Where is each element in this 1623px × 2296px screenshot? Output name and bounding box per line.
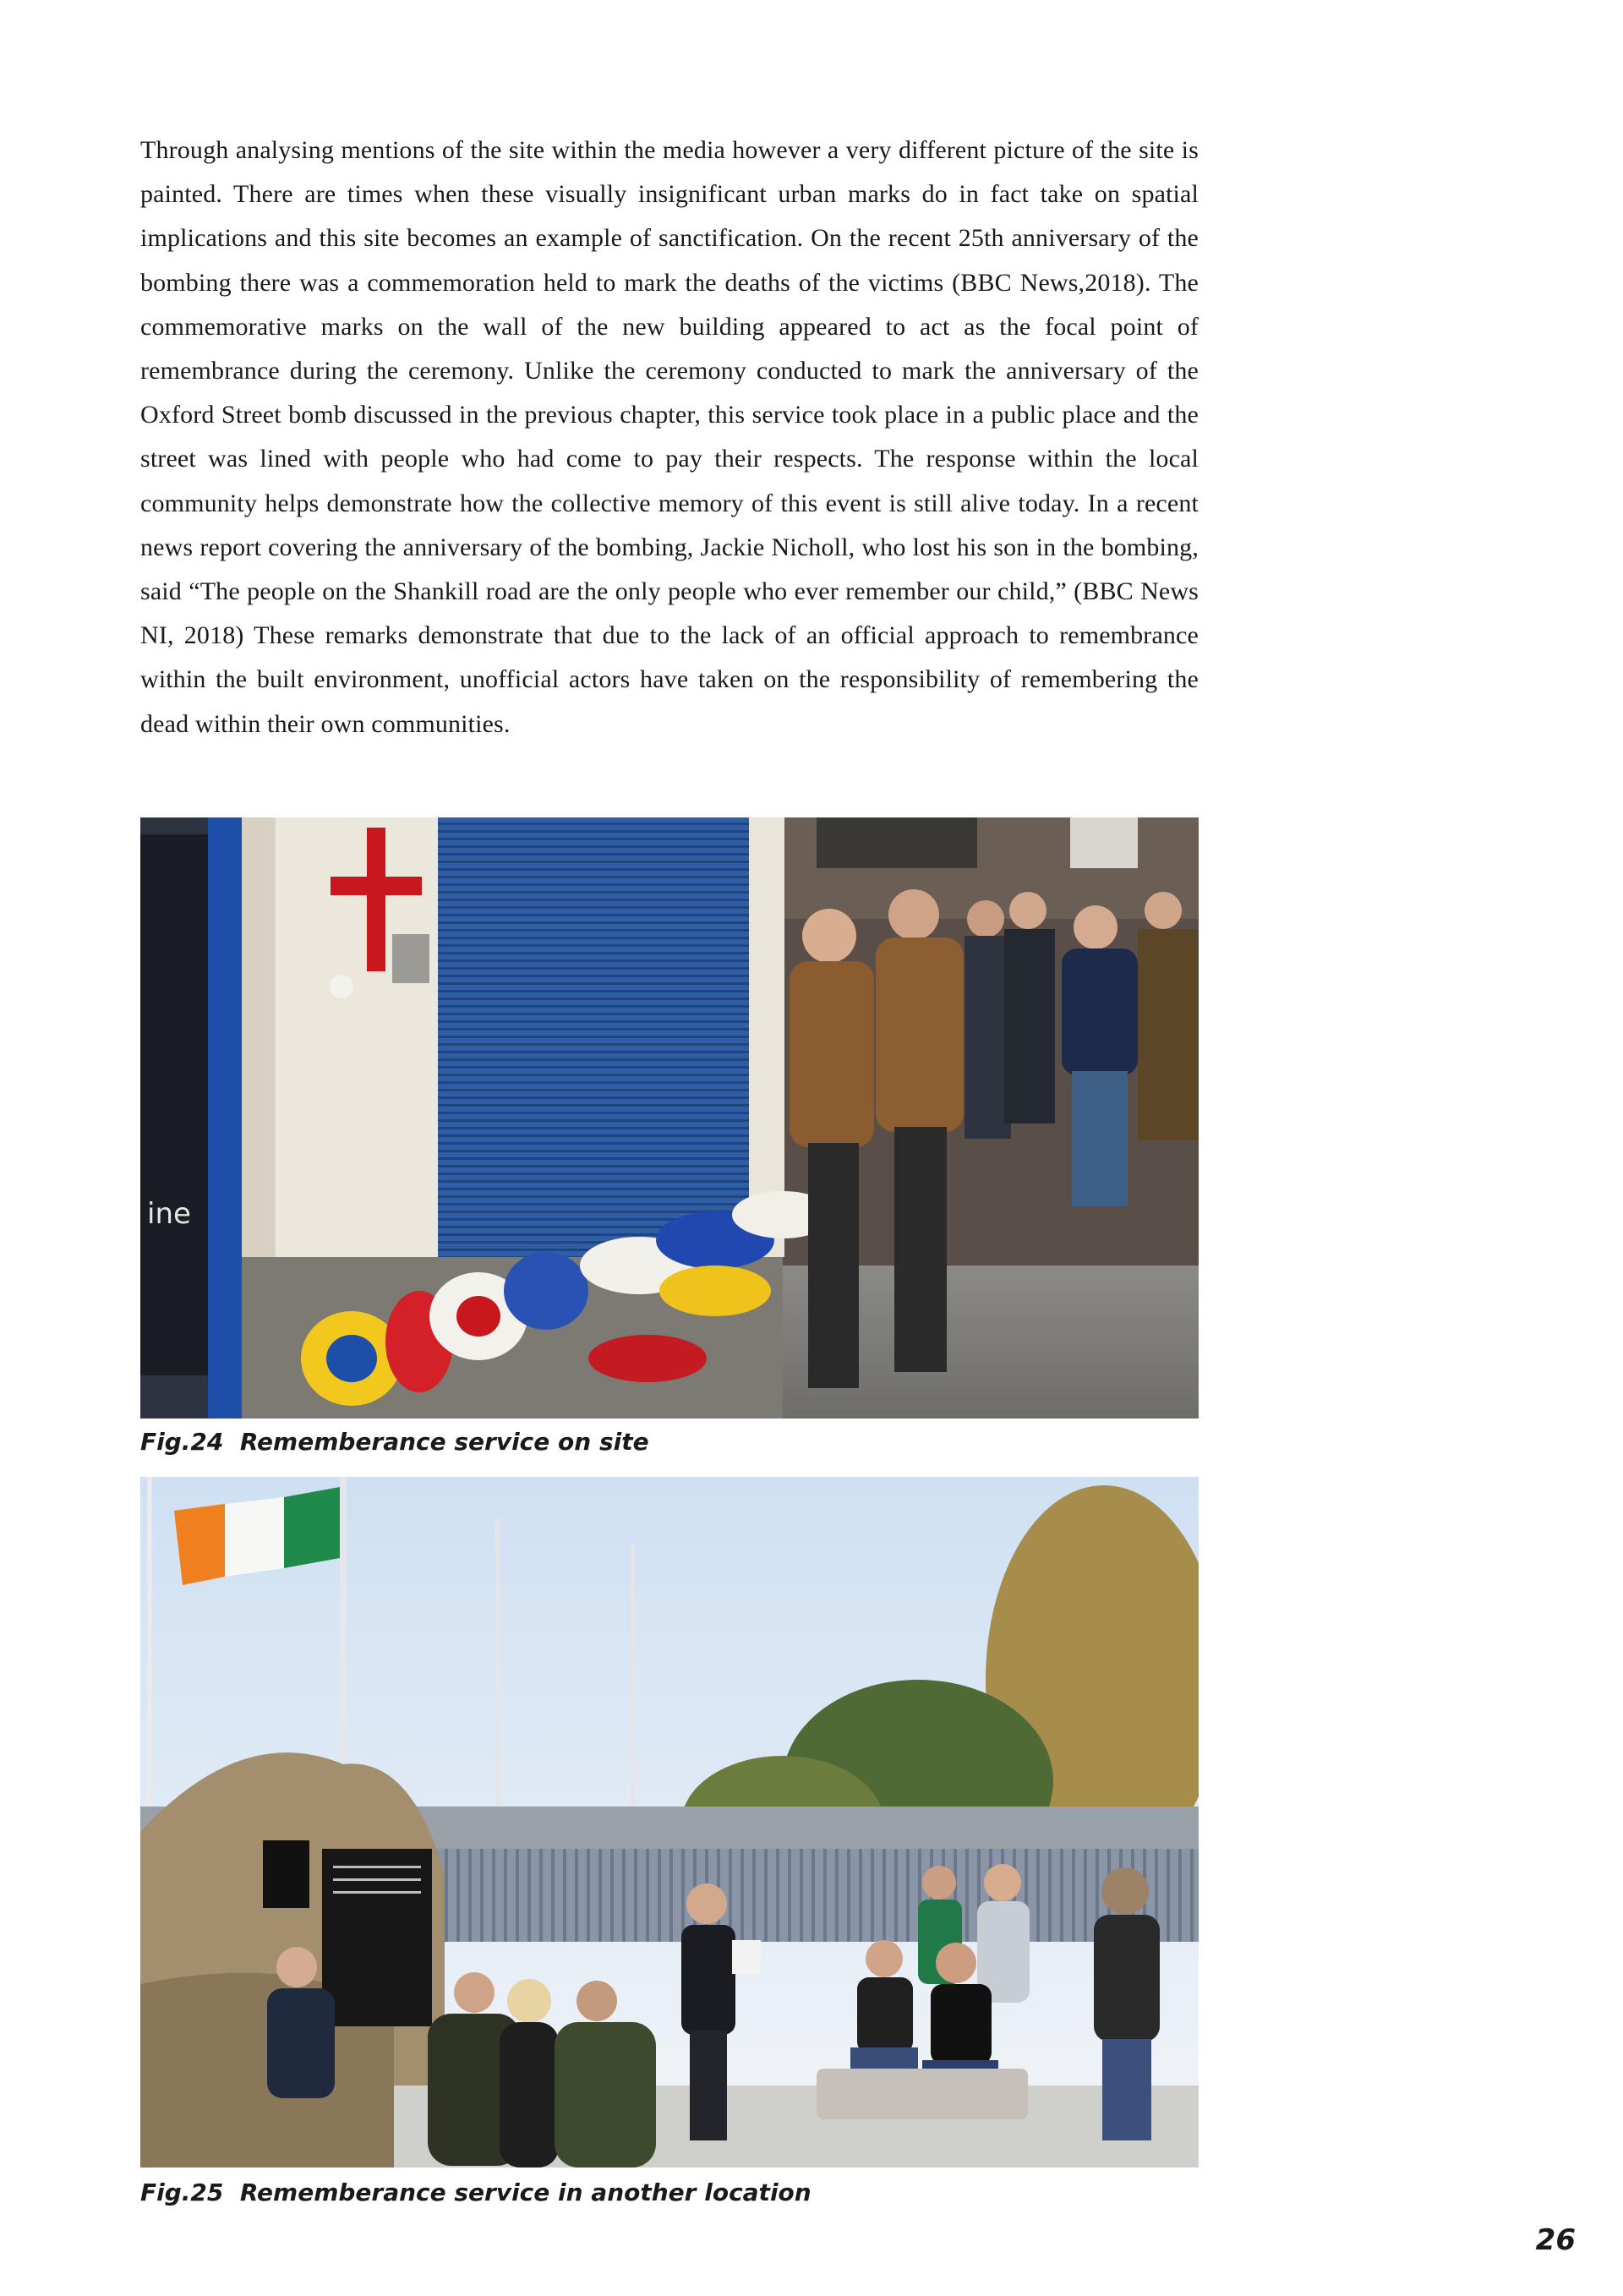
page-number: 26 [1535,2223,1576,2257]
body-paragraph: Through analysing mentions of the site within the media however a very different picture of the site is painted. There are times when these visually insignificant urban marks do in fact take on spatial implications and this site becomes an example of sanctification. On the recent 25th anniversary of the bombing there was a commemoration held to mark the deaths of the victims (BBC News,2018). The commemorative marks on the wall of the new building appeared to act as the focal point of remembrance during the ceremony. Unlike the ceremony conducted to mark the anniversary of the Oxford Street bomb discussed in the previous chapter, this service took place in a public place and the street was lined with people who had come to pay their respects. The response within the local community helps demonstrate how the collective memory of this event is still alive today. In a recent news report covering the anniversary of the bombing, Jackie Nicholl, who lost his son in the bombing, said “The people on the Shankill road are the only people who ever remember our child,” (BBC News NI, 2018) These remarks demonstrate that due to the lack of an official approach to remembrance within the built environment, unofficial actors have taken on the responsibility of remembering the dead within their own communities. [140,136,1199,738]
remembrance-other-location-illustration [140,1477,1199,2168]
atm-signage-text: ine [147,1197,191,1231]
remembrance-on-site-illustration [140,817,1199,1419]
figure-24-photo [140,817,1199,1419]
figure-24-caption: Fig.24 Rememberance service on site [140,1428,649,1456]
figure-25-caption: Fig.25 Rememberance service in another location [140,2178,812,2206]
figure-25-photo [140,1477,1199,2168]
